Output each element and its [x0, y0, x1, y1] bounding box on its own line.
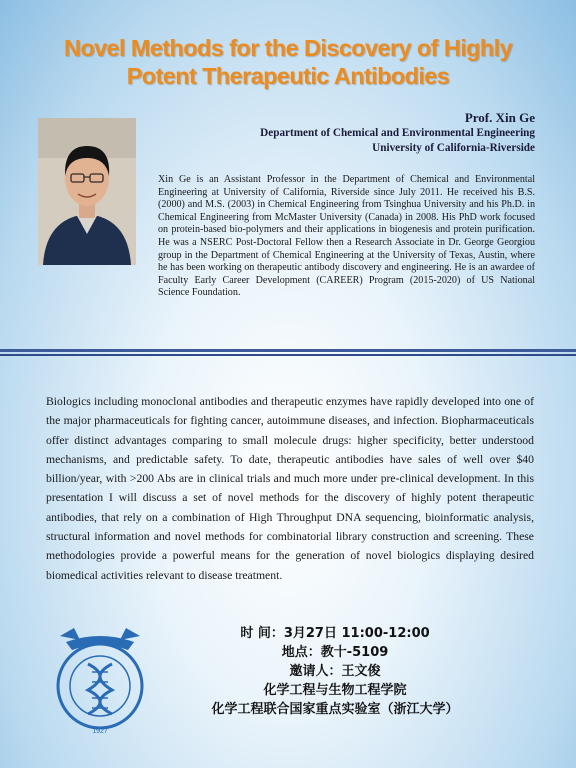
title-line-1: Novel Methods for the Discovery of Highly: [63, 35, 513, 61]
title-line-2: Potent Therapeutic Antibodies: [126, 63, 450, 89]
event-host: 邀请人：王文俊: [289, 664, 381, 679]
speaker-name: Prof. Xin Ge: [464, 110, 535, 125]
event-college: 化学工程与生物工程学院: [263, 683, 407, 698]
event-time: 时 间：3月27日 11:00-12:00: [240, 626, 430, 641]
event-lab: 化学工程联合国家重点实验室（浙江大学）: [211, 702, 459, 717]
speaker-photo: [38, 118, 136, 265]
speaker-info: [200, 110, 535, 156]
section-divider-thin: [0, 354, 576, 356]
talk-abstract: Biologics including monoclonal antibodies and therapeutic enzymes have rapidly developed into one of the major pharmaceuticals for fighting cancer, autoimmune diseases, and infection. Biopharmaceuticals offer distinct advantages comparing to small molecule drugs: higher specificity, better understood mechanisms, and predictable safety. To date, therapeutic antibodies have sales of well over $40 billion/year, with >200 Abs are in clinical trials and much more under pre-clinical development. In this presentation I will discuss a set of novel methods for the discovery of highly potent therapeutic antibodies, that rely on a combination of High Throughput DNA sequencing, bioinformatic analysis, structural information and novel methods for combinatorial library construction and screening. These methodologies provide a powerful means for the generation of novel biologics displaying desired biomedical activities relevant to disease treatment.: [46, 395, 534, 582]
speaker-department: Department of Chemical and Environmental Engineering: [260, 127, 535, 139]
speaker-university: University of California-Riverside: [372, 142, 535, 154]
poster-title: [20, 34, 556, 90]
event-place: 地点：教十-5109: [281, 645, 389, 660]
speaker-bio: Xin Ge is an Assistant Professor in the Department of Chemical and Environmental Engineering at University of California, Riverside since July 2011. He received his B.S. (2000) and M.S. (2003) in Chemical Engineering from Tsinghua University and his Ph.D. in Chemical Engineering from McMaster University (Canada) in 2008. His PhD work focused on protein-based bio-polymers and their applications in biogenesis and protein purification. He was a NSERC Post-Doctoral Fellow then a Research Associate in Dr. George Georgiou group in the Department of Chemical Engineering at the University of Texas, Austin, where he has been working on therapeutic antibody discovery and engineering. He is an awardee of Faculty Early Career Development (CAREER) Program (2015-2020) of US National Science Foundation.: [158, 174, 535, 299]
college-logo: [44, 620, 156, 736]
event-details: [150, 624, 520, 719]
logo-year: 1927: [92, 728, 108, 735]
section-divider: [0, 349, 576, 352]
